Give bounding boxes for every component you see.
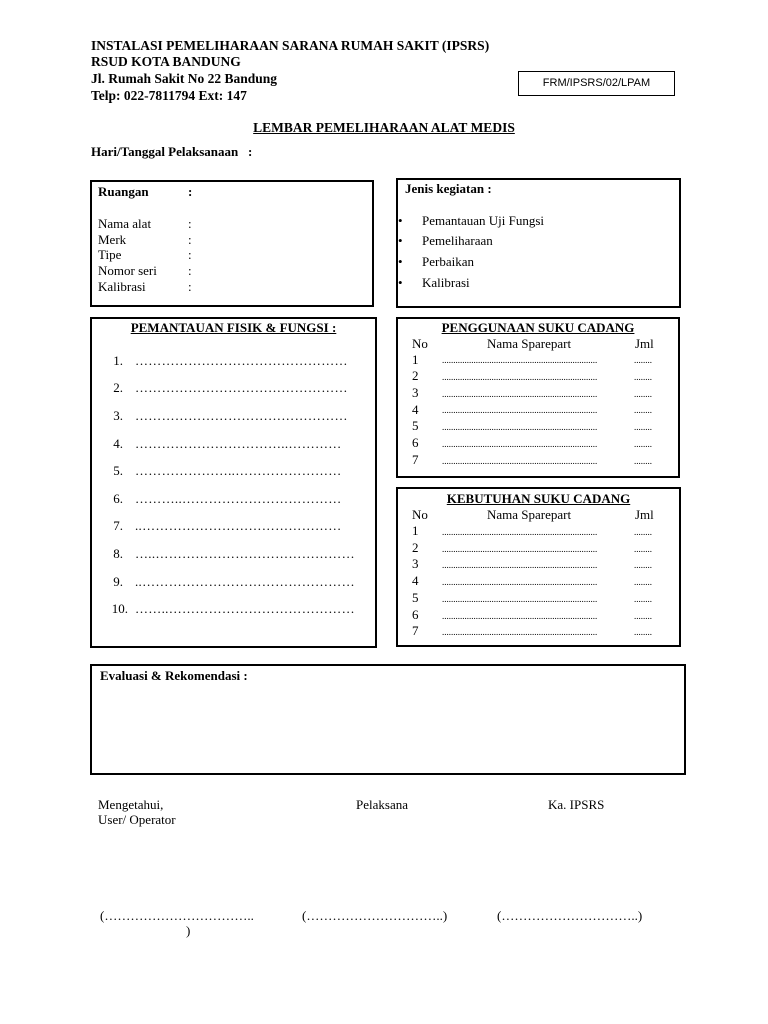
row-number: 1 <box>412 352 419 367</box>
activity-item: Pemeliharaan <box>422 233 493 248</box>
signature-subtitle-user: User/ Operator <box>98 812 176 827</box>
sparepart-name-blank: ..................................................................... <box>442 439 598 449</box>
field-label-kalibrasi: Kalibrasi <box>98 279 146 294</box>
signature-blank-user: (…………………………….. <box>100 908 254 923</box>
monitoring-line: ………………………………………… <box>135 380 348 395</box>
signature-blank-user-close: ) <box>186 923 191 938</box>
field-colon: : <box>188 232 192 247</box>
activity-item: Pemantauan Uji Fungsi <box>422 213 545 228</box>
sparepart-qty-blank: ........ <box>634 627 652 637</box>
signature-title-user: Mengetahui, <box>98 797 164 812</box>
sparepart-qty-blank: ........ <box>634 611 652 621</box>
spare-usage-title: PENGGUNAAN SUKU CADANG <box>441 320 635 335</box>
sparepart-qty-blank: ........ <box>634 439 652 449</box>
bullet-icon: • <box>398 213 403 228</box>
sparepart-name-blank: ..................................................................... <box>442 594 598 604</box>
sparepart-name-blank: ..................................................................... <box>442 405 598 415</box>
monitoring-line: ………..……………………………… <box>135 491 342 506</box>
page-title: LEMBAR PEMELIHARAAN ALAT MEDIS <box>253 120 515 135</box>
spare-needs-title: KEBUTUHAN SUKU CADANG <box>446 491 631 506</box>
col-no-header: No <box>412 507 428 522</box>
sparepart-qty-blank: ........ <box>634 389 652 399</box>
monitoring-line: …………………..…………………… <box>135 463 342 478</box>
sparepart-qty-blank: ........ <box>634 544 652 554</box>
monitoring-line: ..……………………………………… <box>135 518 342 533</box>
sparepart-qty-blank: ........ <box>634 422 652 432</box>
row-number: 4 <box>412 573 419 588</box>
field-colon: : <box>188 216 192 231</box>
field-colon: : <box>188 279 192 294</box>
sparepart-name-blank: ..................................................................... <box>442 527 598 537</box>
bullet-icon: • <box>398 233 403 248</box>
row-number: 2 <box>412 368 419 383</box>
field-label-nama-alat: Nama alat <box>98 216 152 231</box>
hospital-address: Jl. Rumah Sakit No 22 Bandung <box>91 71 278 86</box>
sparepart-qty-blank: ........ <box>634 355 652 365</box>
form-code-box <box>518 71 675 96</box>
col-name-header: Nama Sparepart <box>487 336 572 351</box>
sparepart-name-blank: ..................................................................... <box>442 577 598 587</box>
activity-item: Perbaikan <box>422 254 474 269</box>
sparepart-name-blank: ..................................................................... <box>442 611 598 621</box>
sparepart-name-blank: ..................................................................... <box>442 389 598 399</box>
col-no-header: No <box>412 336 428 351</box>
row-number: 3 <box>412 385 419 400</box>
field-label-nomor-seri: Nomor seri <box>98 263 157 278</box>
col-name-header: Nama Sparepart <box>487 507 572 522</box>
room-colon: : <box>188 184 193 199</box>
activity-item: Kalibrasi <box>422 275 470 290</box>
monitoring-number: 3. <box>113 408 123 423</box>
monitoring-number: 1. <box>113 353 123 368</box>
monitoring-line: ……………………………..………… <box>135 436 342 451</box>
monitoring-line: ………………………………………… <box>135 408 348 423</box>
bullet-icon: • <box>398 275 403 290</box>
signature-blank-head: (…………………………..) <box>497 908 643 923</box>
monitoring-number: 6. <box>113 491 123 506</box>
signature-blank-executor: (…………………………..) <box>302 908 448 923</box>
row-number: 1 <box>412 523 419 538</box>
signature-title-head: Ka. IPSRS <box>548 797 605 812</box>
col-qty-header: Jml <box>635 336 654 351</box>
sparepart-name-blank: ..................................................................... <box>442 627 598 637</box>
sparepart-name-blank: ..................................................................... <box>442 422 598 432</box>
field-colon: : <box>188 263 192 278</box>
monitoring-number: 5. <box>113 463 123 478</box>
row-number: 2 <box>412 540 419 555</box>
monitoring-number: 8. <box>113 546 123 561</box>
field-label-merk: Merk <box>98 232 127 247</box>
sparepart-name-blank: ..................................................................... <box>442 355 598 365</box>
field-label-tipe: Tipe <box>98 247 122 262</box>
sparepart-qty-blank: ........ <box>634 405 652 415</box>
sparepart-qty-blank: ........ <box>634 594 652 604</box>
hospital-name: RSUD KOTA BANDUNG <box>91 54 241 69</box>
row-number: 7 <box>412 623 419 638</box>
row-number: 6 <box>412 607 419 622</box>
field-colon: : <box>188 247 192 262</box>
sparepart-qty-blank: ........ <box>634 456 652 466</box>
sparepart-qty-blank: ........ <box>634 560 652 570</box>
institution-name: INSTALASI PEMELIHARAAN SARANA RUMAH SAKIT (IPSRS) <box>91 38 490 53</box>
monitoring-line: ……..…………………………………… <box>135 601 355 616</box>
evaluation-label: Evaluasi & Rekomendasi : <box>100 668 248 683</box>
row-number: 5 <box>412 418 419 433</box>
form-code: FRM/IPSRS/02/LPAM <box>542 77 651 89</box>
sparepart-name-blank: ..................................................................... <box>442 456 598 466</box>
sparepart-name-blank: ..................................................................... <box>442 372 598 382</box>
monitoring-line: …..……………………………………… <box>135 546 355 561</box>
signature-title-executor: Pelaksana <box>356 797 408 812</box>
monitoring-number: 4. <box>113 436 123 451</box>
sparepart-qty-blank: ........ <box>634 372 652 382</box>
monitoring-line: ..………………………………………… <box>135 574 355 589</box>
monitoring-number: 7. <box>113 518 123 533</box>
room-label: Ruangan <box>98 184 149 199</box>
date-label: Hari/Tanggal Pelaksanaan : <box>91 144 253 159</box>
sparepart-qty-blank: ........ <box>634 577 652 587</box>
monitoring-line: ………………………………………… <box>135 353 348 368</box>
row-number: 3 <box>412 556 419 571</box>
row-number: 5 <box>412 590 419 605</box>
col-qty-header: Jml <box>635 507 654 522</box>
sparepart-qty-blank: ........ <box>634 527 652 537</box>
hospital-phone: Telp: 022-7811794 Ext: 147 <box>91 88 247 103</box>
monitoring-title: PEMANTAUAN FISIK & FUNGSI : <box>130 320 337 335</box>
monitoring-number: 10. <box>111 601 128 616</box>
bullet-icon: • <box>398 254 403 269</box>
monitoring-number: 9. <box>113 574 123 589</box>
activity-label: Jenis kegiatan : <box>405 181 492 196</box>
monitoring-number: 2. <box>113 380 123 395</box>
sparepart-name-blank: ..................................................................... <box>442 560 598 570</box>
sparepart-name-blank: ..................................................................... <box>442 544 598 554</box>
row-number: 6 <box>412 435 419 450</box>
row-number: 4 <box>412 402 419 417</box>
row-number: 7 <box>412 452 419 467</box>
